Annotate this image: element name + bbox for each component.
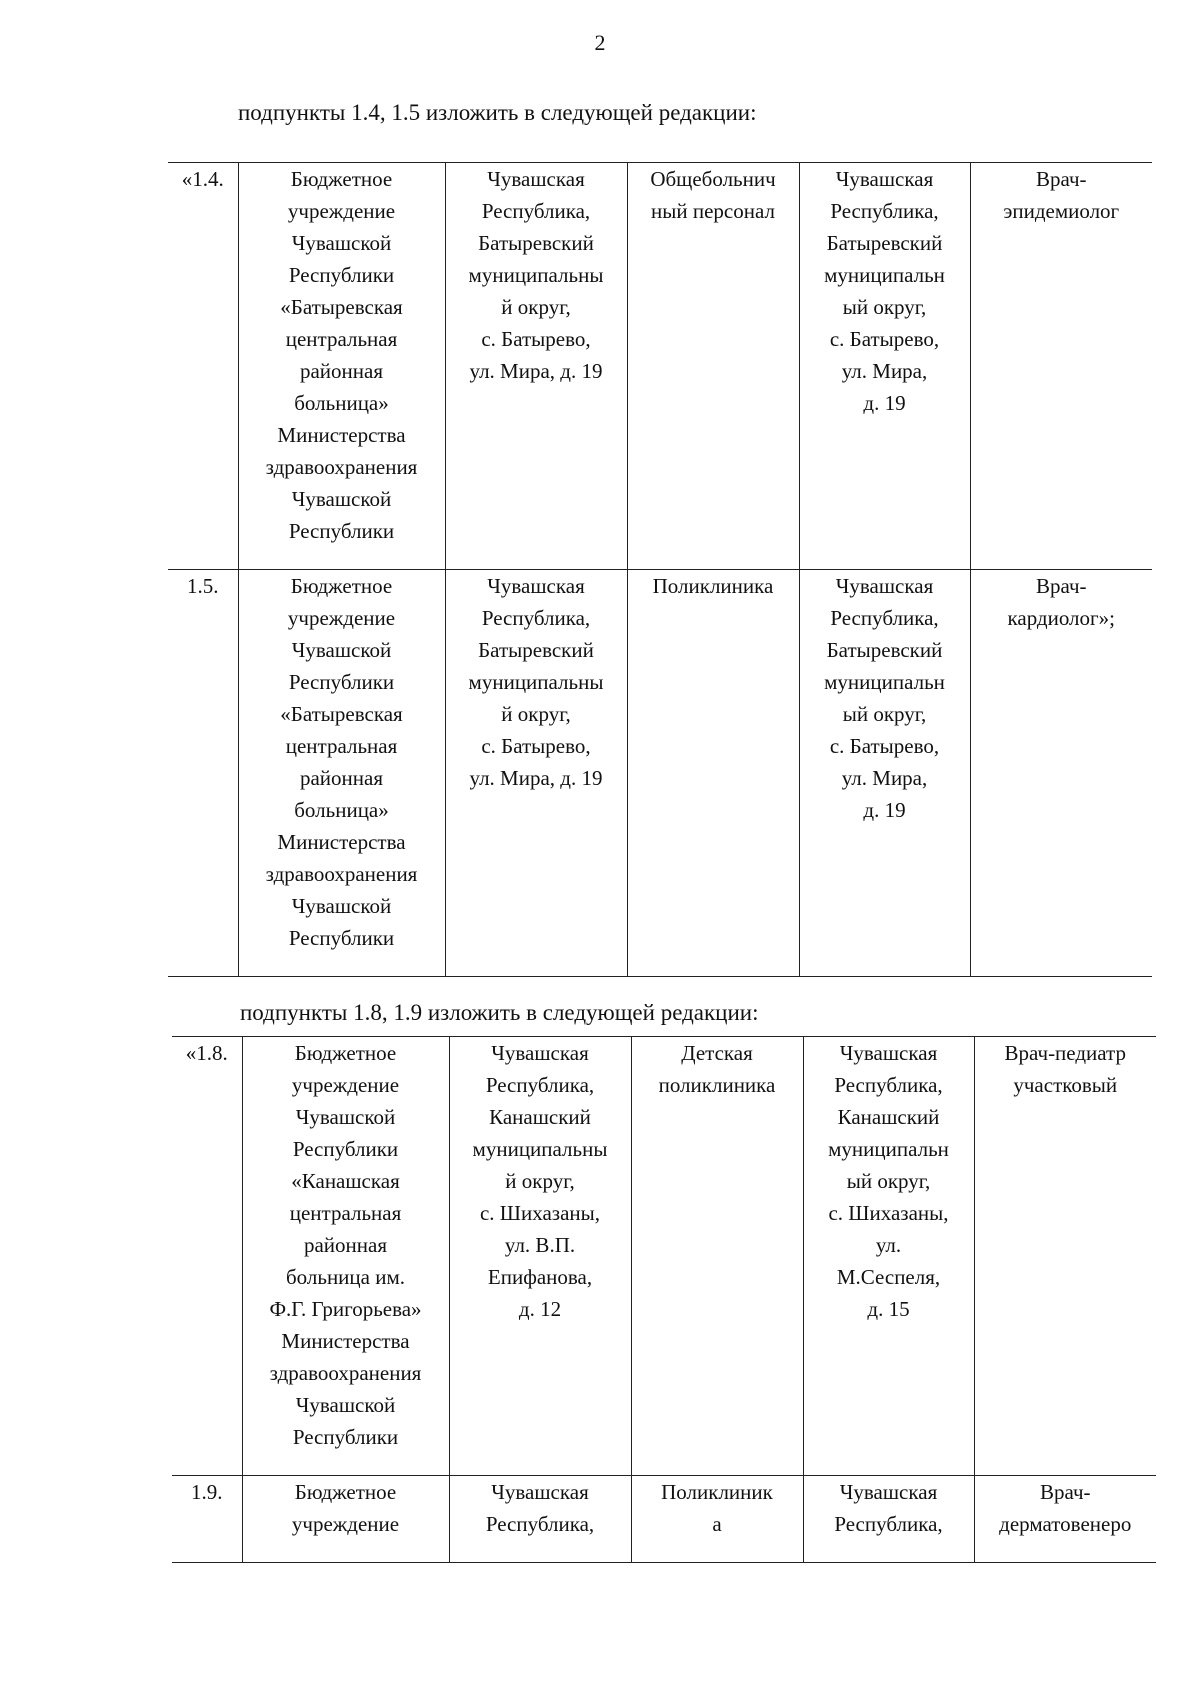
cell-line: муниципальн [828, 1137, 949, 1161]
row-number [172, 1476, 242, 1563]
cell-line: ый округ, [842, 702, 927, 726]
table-row [172, 1037, 1156, 1476]
table-row [168, 163, 1152, 570]
cell-line: с. Шихазаны, [828, 1201, 949, 1225]
unit-cell [627, 570, 799, 977]
cell-line: Врач- [1035, 574, 1087, 598]
cell-line: районная [303, 1233, 387, 1257]
cell-line: Республика, [481, 606, 591, 630]
cell-line: 1.9. [191, 1480, 223, 1504]
cell-line: Чувашской [291, 638, 392, 662]
cell-line: Чувашской [291, 231, 392, 255]
cell-line: центральная [285, 734, 398, 758]
institution-address-cell [449, 1476, 631, 1563]
row-number [168, 163, 238, 570]
cell-line: Республика, [834, 1073, 943, 1097]
cell-line: Республика, [485, 1073, 595, 1097]
cell-line: больница им. [285, 1265, 406, 1289]
cell-line: Бюджетное [290, 574, 393, 598]
cell-line: Чувашской [295, 1105, 396, 1129]
institution-address-cell [445, 163, 627, 570]
institution-address-cell [445, 570, 627, 977]
section-2-table [172, 1036, 1156, 1563]
cell-line: с. Батырево, [829, 327, 940, 351]
cell-line: Батыревский [826, 231, 943, 255]
cell-line: Чувашская [835, 574, 934, 598]
cell-line: кардиолог»; [1007, 606, 1115, 630]
cell-line: «1.8. [185, 1041, 228, 1065]
cell-line: й округ, [501, 702, 571, 726]
cell-line: й округ, [505, 1169, 575, 1193]
cell-line: д. 12 [518, 1297, 562, 1321]
cell-line: Врач- [1039, 1480, 1091, 1504]
cell-line: Бюджетное [294, 1041, 397, 1065]
cell-line: Чувашской [291, 894, 392, 918]
cell-line: Республики [288, 670, 395, 694]
cell-line: с. Батырево, [481, 734, 591, 758]
cell-line: ул. Мира, д. 19 [469, 766, 603, 790]
cell-line: эпидемиолог [1003, 199, 1120, 223]
workplace-address-cell [803, 1037, 974, 1476]
cell-line: ный персонал [651, 199, 775, 223]
cell-line: Республика, [481, 199, 591, 223]
position-cell [970, 163, 1152, 570]
cell-line: здравоохранения [265, 455, 418, 479]
cell-line: Общебольнич [650, 167, 776, 191]
cell-line: М.Сеспеля, [836, 1265, 941, 1289]
cell-line: учреждение [287, 606, 396, 630]
cell-line: Республики [292, 1137, 399, 1161]
table-row [172, 1476, 1156, 1563]
cell-line: Поликлиника [652, 574, 774, 598]
cell-line: Чувашская [835, 167, 934, 191]
cell-line: Батыревский [478, 638, 594, 662]
cell-line: ый округ, [846, 1169, 931, 1193]
cell-line: Канашский [489, 1105, 591, 1129]
row-number [172, 1037, 242, 1476]
cell-line: муниципальн [824, 263, 945, 287]
cell-line: ул. Мира, [841, 359, 928, 383]
cell-line: Бюджетное [294, 1480, 397, 1504]
cell-line: Чувашская [839, 1041, 938, 1065]
cell-line: Ф.Г. Григорьева» [269, 1297, 422, 1321]
cell-line: Республика, [830, 199, 939, 223]
cell-line: д. 15 [867, 1297, 910, 1321]
page-number: 2 [594, 30, 606, 55]
cell-line: Батыревский [826, 638, 943, 662]
cell-line: ул. Мира, [841, 766, 928, 790]
cell-line: Чувашской [291, 487, 392, 511]
cell-line: Канашский [837, 1105, 940, 1129]
cell-line: Министерства [277, 830, 406, 854]
cell-line: ул. В.П. [504, 1233, 576, 1257]
cell-line: с. Шихазаны, [479, 1201, 600, 1225]
cell-line: Чувашской [295, 1393, 396, 1417]
cell-line: Республика, [485, 1512, 595, 1536]
cell-line: районная [299, 359, 383, 383]
cell-line: й округ, [501, 295, 571, 319]
cell-line: Министерства [277, 423, 406, 447]
institution-cell [238, 570, 445, 977]
unit-cell [627, 163, 799, 570]
cell-line: с. Батырево, [829, 734, 940, 758]
section-2-intro: подпункты 1.8, 1.9 изложить в следующей редакции: [240, 1000, 759, 1025]
cell-line: учреждение [291, 1512, 400, 1536]
cell-line: ул. [875, 1233, 902, 1257]
cell-line: муниципальны [472, 1137, 608, 1161]
cell-line: муниципальн [824, 670, 945, 694]
cell-line: «Канашская [291, 1169, 400, 1193]
cell-line: «Батыревская [280, 295, 403, 319]
cell-line: поликлиника [658, 1073, 776, 1097]
cell-line: Врач- [1035, 167, 1087, 191]
cell-line: участковый [1013, 1073, 1118, 1097]
cell-line: учреждение [291, 1073, 400, 1097]
institution-address-cell [449, 1037, 631, 1476]
unit-cell [631, 1476, 803, 1563]
cell-line: Республика, [830, 606, 939, 630]
row-number [168, 570, 238, 977]
institution-cell [242, 1037, 449, 1476]
cell-line: центральная [289, 1201, 402, 1225]
cell-line: «1.4. [181, 167, 224, 191]
cell-line: Чувашская [491, 1041, 589, 1065]
workplace-address-cell [803, 1476, 974, 1563]
cell-line: Епифанова, [487, 1265, 593, 1289]
cell-line: Детская [681, 1041, 753, 1065]
cell-line: Республики [288, 519, 395, 543]
section-1-intro: подпункты 1.4, 1.5 изложить в следующей редакции: [238, 100, 757, 125]
table-row [168, 570, 1152, 977]
cell-line: ул. Мира, д. 19 [469, 359, 603, 383]
cell-line: здравоохранения [269, 1361, 422, 1385]
institution-cell [242, 1476, 449, 1563]
cell-line: Чувашская [491, 1480, 589, 1504]
cell-line: Республики [292, 1425, 399, 1449]
cell-line: Республики [288, 926, 395, 950]
position-cell [974, 1037, 1156, 1476]
cell-line: с. Батырево, [481, 327, 591, 351]
cell-line: дерматовенеро [999, 1512, 1132, 1536]
cell-line: Поликлиник [661, 1480, 773, 1504]
position-cell [970, 570, 1152, 977]
workplace-address-cell [799, 570, 970, 977]
cell-line: Чувашская [487, 574, 585, 598]
cell-line: Чувашская [839, 1480, 938, 1504]
cell-line: 1.5. [187, 574, 219, 598]
cell-line: учреждение [287, 199, 396, 223]
cell-line: Батыревский [478, 231, 594, 255]
workplace-address-cell [799, 163, 970, 570]
section-1-table [168, 162, 1152, 977]
cell-line: Республики [288, 263, 395, 287]
cell-line: д. 19 [863, 391, 906, 415]
cell-line: Бюджетное [290, 167, 393, 191]
cell-line: районная [299, 766, 383, 790]
cell-line: муниципальны [468, 670, 604, 694]
cell-line: Министерства [281, 1329, 410, 1353]
cell-line: Чувашская [487, 167, 585, 191]
cell-line: муниципальны [468, 263, 604, 287]
cell-line: д. 19 [863, 798, 906, 822]
cell-line: больница» [294, 798, 389, 822]
cell-line: Врач-педиатр [1004, 1041, 1126, 1065]
cell-line: «Батыревская [280, 702, 403, 726]
cell-line: Республика, [834, 1512, 943, 1536]
position-cell [974, 1476, 1156, 1563]
cell-line: центральная [285, 327, 398, 351]
unit-cell [631, 1037, 803, 1476]
institution-cell [238, 163, 445, 570]
cell-line: а [712, 1512, 722, 1536]
cell-line: больница» [294, 391, 389, 415]
cell-line: ый округ, [842, 295, 927, 319]
cell-line: здравоохранения [265, 862, 418, 886]
